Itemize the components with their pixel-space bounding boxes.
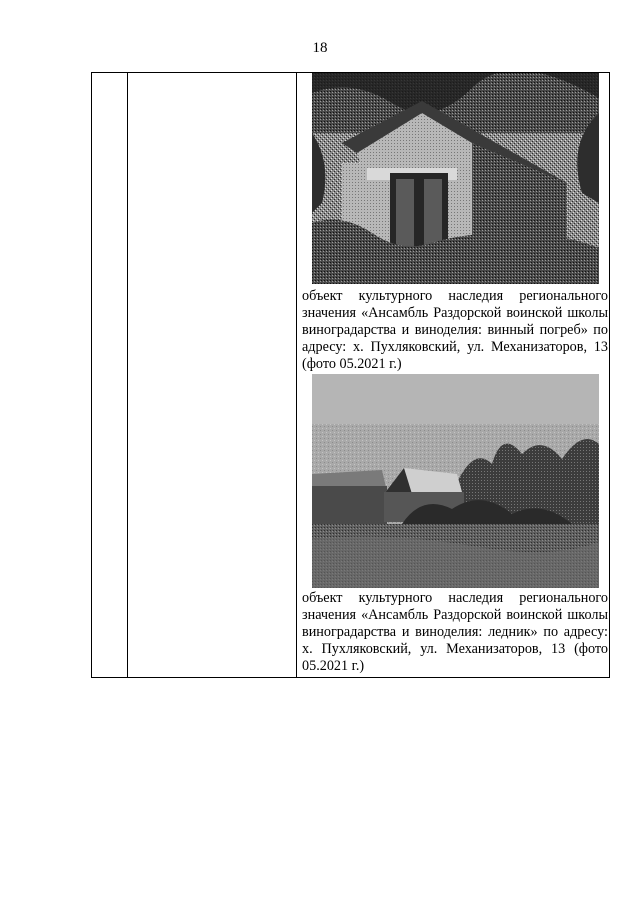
page-number: 18 [312, 40, 328, 56]
icehouse-caption: объект культурного наследия регионального значения «Ансамбль Раздорской воинской школы виноградарства и виноделия: ледник» по адресу: х. Пухляковский, ул. Механизаторов, 13 (фото 05.2021 г.) [302, 590, 608, 674]
icehouse-photo [312, 374, 599, 588]
photo-cell [298, 73, 607, 677]
icehouse-image [312, 374, 599, 588]
table-column-divider [127, 73, 128, 677]
wine-cellar-photo [312, 73, 599, 284]
document-table [91, 72, 610, 678]
wine-cellar-image [312, 73, 599, 284]
wine-cellar-caption: объект культурного наследия регионального значения «Ансамбль Раздорской воинской школы виноградарства и виноделия: винный погреб» по адресу: х. Пухляковский, ул. Механизаторов, 13 (фото 05.2021 г.) [302, 288, 608, 372]
table-column-divider [296, 73, 297, 677]
